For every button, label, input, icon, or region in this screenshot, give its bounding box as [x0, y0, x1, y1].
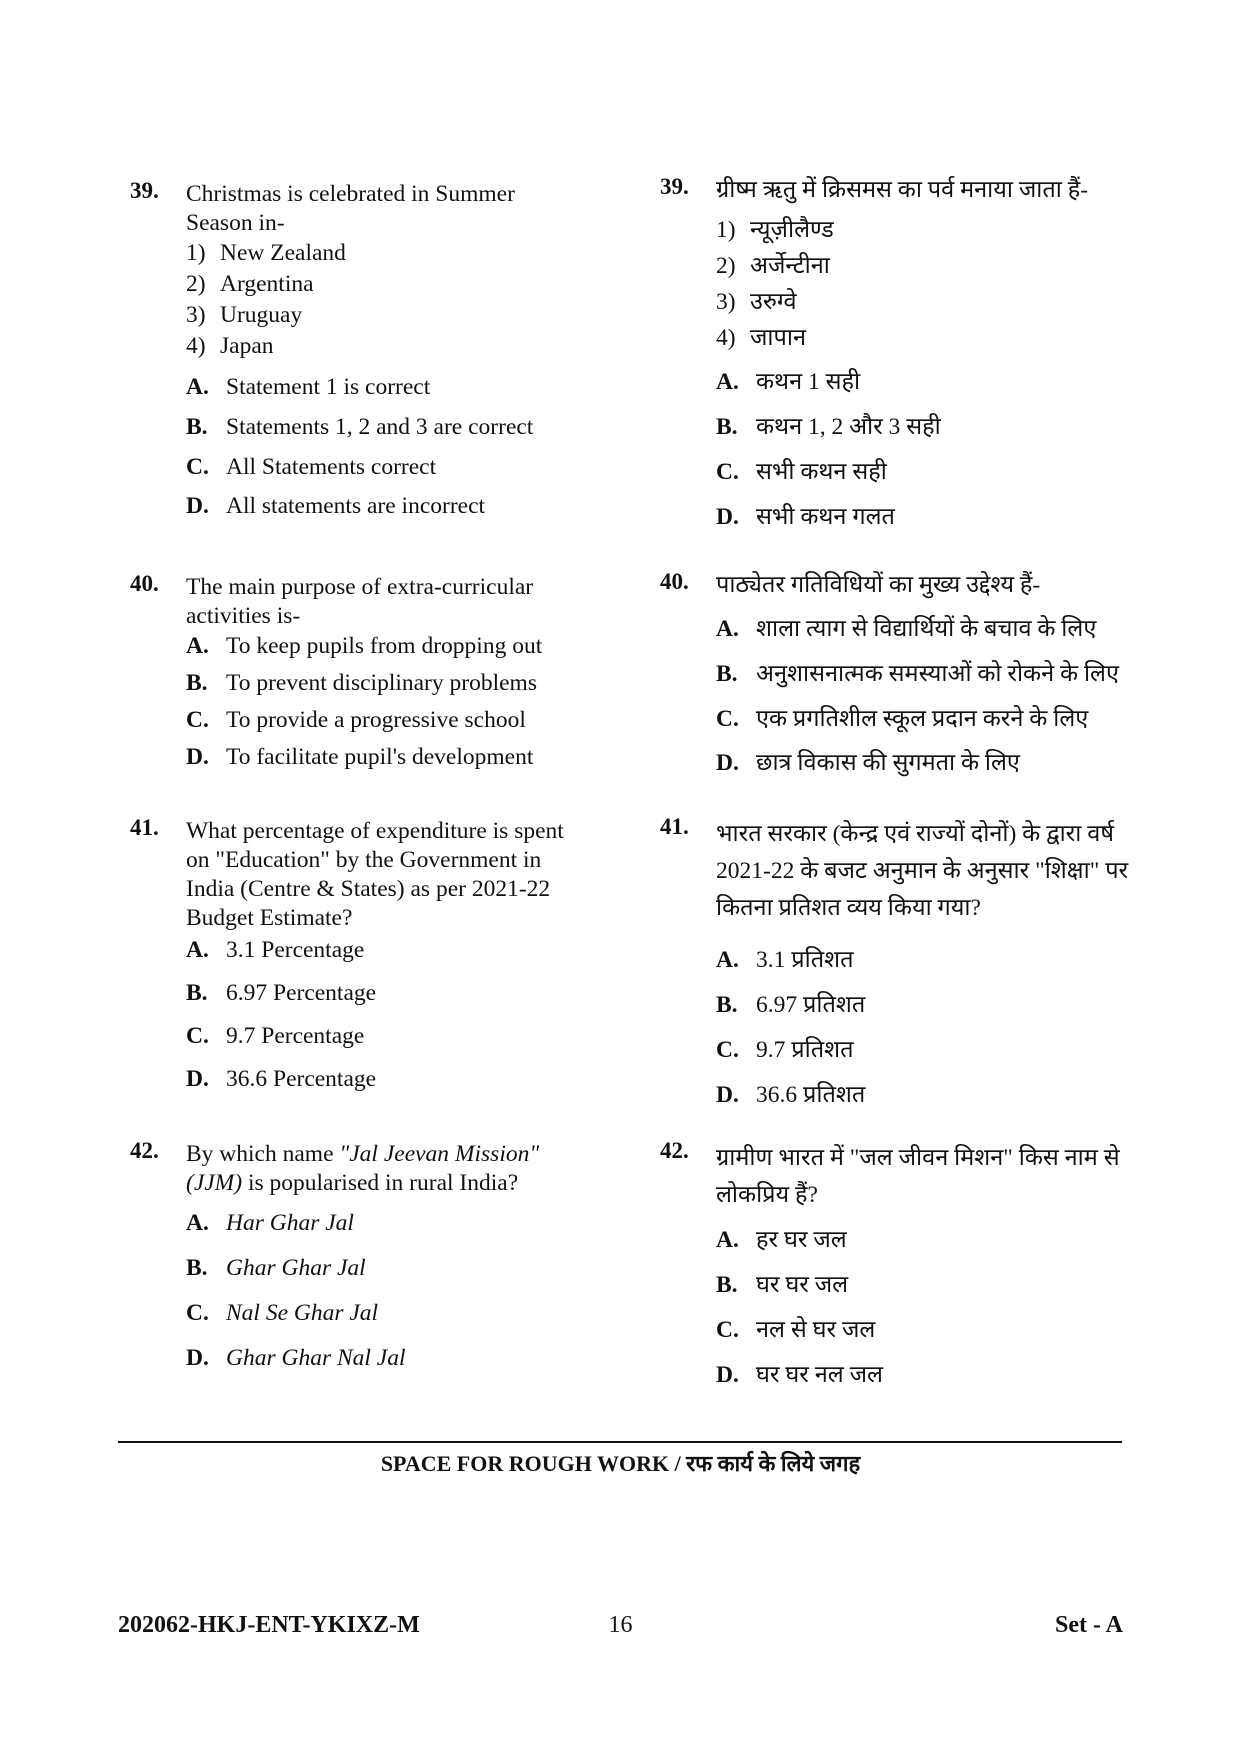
- option-text: 36.6 प्रतिशत: [756, 1082, 866, 1108]
- question-text: [716, 571, 1136, 600]
- option-text: 3.1 Percentage: [226, 937, 365, 963]
- option-text: Ghar Ghar Jal: [226, 1255, 366, 1281]
- option-letter: C.: [186, 707, 209, 733]
- option-text: Statements 1, 2 and 3 are correct: [226, 414, 534, 440]
- option-c: [186, 1023, 364, 1050]
- option-c: [716, 1312, 875, 1344]
- question-text-italic: "Jal Jeevan Mission": [339, 1141, 540, 1167]
- option-b: [186, 670, 537, 697]
- option-text: 6.97 Percentage: [226, 980, 377, 1006]
- statement-item: [186, 271, 314, 298]
- option-b: [186, 414, 533, 441]
- statement-number: 2): [186, 271, 206, 297]
- option-a: [716, 942, 853, 974]
- question-number: 42.: [130, 1138, 159, 1163]
- option-letter: D.: [186, 1066, 209, 1092]
- option-letter: C.: [716, 459, 739, 485]
- question-text: [716, 1140, 1136, 1214]
- option-c: [716, 454, 887, 486]
- option-d: [716, 499, 895, 531]
- option-letter: B.: [716, 1272, 738, 1298]
- question-text-line: Christmas is celebrated in Summer: [186, 181, 515, 207]
- question-text: [716, 176, 1136, 205]
- option-c: [716, 1032, 853, 1064]
- option-text: घर घर नल जल: [756, 1362, 883, 1388]
- option-text: एक प्रगतिशील स्कूल प्रदान करने के लिए: [756, 706, 1089, 732]
- option-letter: D.: [186, 744, 209, 770]
- option-letter: B.: [186, 980, 208, 1006]
- option-text: All statements are incorrect: [226, 493, 486, 519]
- option-text: घर घर जल: [756, 1272, 849, 1298]
- option-letter: B.: [186, 1255, 208, 1281]
- question-number: 40.: [660, 569, 689, 594]
- option-c: [186, 707, 526, 734]
- question-text-line: लोकप्रिय हैं?: [716, 1182, 818, 1208]
- option-letter: D.: [186, 493, 209, 519]
- option-letter: D.: [186, 1345, 209, 1371]
- option-letter: A.: [186, 937, 209, 963]
- statement-number: 2): [716, 253, 736, 279]
- paper-code: 202062-HKJ-ENT-YKIXZ-M: [118, 1612, 420, 1638]
- option-letter: D.: [716, 750, 739, 776]
- question-text-line: on "Education" by the Government in: [186, 847, 542, 873]
- question-text-line: What percentage of expenditure is spent: [186, 818, 564, 844]
- question-text: [716, 816, 1136, 927]
- option-d: [716, 745, 1020, 777]
- option-letter: B.: [186, 414, 208, 440]
- option-a: [716, 611, 1096, 643]
- question-number: 39.: [130, 178, 159, 203]
- statement-text: Argentina: [220, 271, 314, 297]
- question-text-line: [186, 1169, 606, 1198]
- question-text-italic: (JJM): [186, 1170, 243, 1196]
- option-letter: D.: [716, 1362, 739, 1388]
- option-c: [186, 1300, 378, 1327]
- divider-line: [118, 1441, 1122, 1443]
- statement-item: [716, 248, 830, 280]
- option-a: [186, 1210, 354, 1237]
- option-text: 36.6 Percentage: [226, 1066, 377, 1092]
- question-number: 40.: [130, 571, 159, 596]
- statement-number: 1): [716, 217, 736, 243]
- question-text-line: 2021-22 के बजट अनुमान के अनुसार "शिक्षा" पर: [716, 858, 1129, 884]
- option-c: [186, 454, 436, 481]
- question-number: 39.: [660, 174, 689, 199]
- question-text: [186, 180, 606, 238]
- option-letter: A.: [186, 374, 209, 400]
- statement-number: 4): [186, 333, 206, 359]
- option-letter: A.: [186, 1210, 209, 1236]
- option-b: [186, 1255, 366, 1282]
- question-text-line: कितना प्रतिशत व्यय किया गया?: [716, 895, 981, 921]
- question-text-line: पाठ्येतर गतिविधियों का मुख्य उद्देश्य हैं-: [716, 572, 1041, 598]
- option-b: [716, 987, 865, 1019]
- option-text: कथन 1, 2 और 3 सही: [756, 414, 941, 440]
- option-b: [716, 409, 941, 441]
- statement-item: [186, 302, 302, 329]
- option-text: Har Ghar Jal: [226, 1210, 354, 1236]
- option-text: 9.7 प्रतिशत: [756, 1037, 854, 1063]
- statement-number: 1): [186, 240, 206, 266]
- statement-item: [716, 284, 797, 316]
- option-text: सभी कथन गलत: [756, 504, 895, 530]
- question-number: 42.: [660, 1138, 689, 1163]
- statement-text: न्यूज़ीलैण्ड: [750, 217, 834, 243]
- option-a: [716, 364, 860, 396]
- option-letter: A.: [186, 633, 209, 659]
- option-letter: D.: [716, 1082, 739, 1108]
- statement-number: 3): [716, 289, 736, 315]
- option-letter: C.: [186, 1023, 209, 1049]
- question-text: [186, 1140, 606, 1198]
- option-letter: B.: [716, 661, 738, 687]
- statement-text: Uruguay: [220, 302, 303, 328]
- rough-work-heading: SPACE FOR ROUGH WORK / रफ कार्य के लिये जगह: [380, 1451, 861, 1476]
- question-text-part: By which name: [186, 1141, 340, 1167]
- option-text: To prevent disciplinary problems: [226, 670, 537, 696]
- option-letter: A.: [716, 616, 739, 642]
- question-number: 41.: [660, 814, 689, 839]
- question-text-line: ग्रीष्म ऋतु में क्रिसमस का पर्व मनाया जाता हैं-: [716, 177, 1089, 203]
- question-text: [186, 573, 606, 631]
- statement-number: 4): [716, 325, 736, 351]
- statement-item: [186, 333, 274, 360]
- option-c: [716, 701, 1088, 733]
- option-b: [716, 656, 1119, 688]
- option-d: [186, 744, 533, 771]
- option-letter: A.: [716, 947, 739, 973]
- page-number: 16: [608, 1612, 633, 1638]
- statement-item: [186, 240, 346, 267]
- question-text-part: is popularised in rural India?: [242, 1170, 519, 1196]
- option-a: [186, 937, 364, 964]
- option-text: To facilitate pupil's development: [226, 744, 534, 770]
- option-text: Statement 1 is correct: [226, 374, 431, 400]
- option-text: All Statements correct: [226, 454, 437, 480]
- statement-text: जापान: [750, 325, 807, 351]
- set-label: Set - A: [1055, 1612, 1123, 1638]
- option-text: 9.7 Percentage: [226, 1023, 365, 1049]
- option-b: [716, 1267, 848, 1299]
- option-letter: C.: [186, 1300, 209, 1326]
- option-letter: B.: [186, 670, 208, 696]
- option-d: [716, 1357, 883, 1389]
- option-letter: D.: [716, 504, 739, 530]
- option-d: [186, 493, 485, 520]
- option-d: [186, 1345, 406, 1372]
- option-a: [186, 374, 430, 401]
- question-text-line: The main purpose of extra-curricular: [186, 574, 534, 600]
- statement-item: [716, 320, 806, 352]
- option-a: [186, 633, 542, 660]
- option-letter: C.: [716, 706, 739, 732]
- option-text: हर घर जल: [756, 1227, 847, 1253]
- option-text: To provide a progressive school: [226, 707, 526, 733]
- option-a: [716, 1222, 847, 1254]
- option-letter: A.: [716, 369, 739, 395]
- statement-text: अर्जेन्टीना: [750, 253, 830, 279]
- option-text: शाला त्याग से विद्यार्थियों के बचाव के लिए: [756, 616, 1097, 642]
- option-text: To keep pupils from dropping out: [226, 633, 543, 659]
- option-text: 3.1 प्रतिशत: [756, 947, 854, 973]
- statement-text: New Zealand: [220, 240, 346, 266]
- question-text-line: ग्रामीण भारत में "जल जीवन मिशन" किस नाम से: [716, 1145, 1120, 1171]
- statement-text: उरुग्वे: [750, 289, 797, 315]
- option-d: [716, 1077, 865, 1109]
- option-letter: B.: [716, 414, 738, 440]
- question-text-line: India (Centre & States) as per 2021-22: [186, 876, 551, 902]
- option-letter: B.: [716, 992, 738, 1018]
- option-letter: A.: [716, 1227, 739, 1253]
- option-text: नल से घर जल: [756, 1317, 876, 1343]
- statement-item: [716, 212, 834, 244]
- option-b: [186, 980, 376, 1007]
- statement-number: 3): [186, 302, 206, 328]
- question-number: 41.: [130, 815, 159, 840]
- statement-text: Japan: [220, 333, 274, 359]
- option-text: 6.97 प्रतिशत: [756, 992, 866, 1018]
- option-text: Nal Se Ghar Jal: [226, 1300, 379, 1326]
- question-text: [186, 817, 606, 933]
- option-text: सभी कथन सही: [756, 459, 887, 485]
- option-text: Ghar Ghar Nal Jal: [226, 1345, 406, 1371]
- question-text-line: Season in-: [186, 210, 285, 236]
- option-text: छात्र विकास की सुगमता के लिए: [756, 750, 1020, 776]
- option-letter: C.: [716, 1037, 739, 1063]
- question-text-line: भारत सरकार (केन्द्र एवं राज्यों दोनों) के द्वारा वर्ष: [716, 821, 1114, 847]
- question-text-line: [186, 1140, 606, 1169]
- option-text: कथन 1 सही: [756, 369, 861, 395]
- option-text: अनुशासनात्मक समस्याओं को रोकने के लिए: [756, 661, 1119, 687]
- option-letter: C.: [186, 454, 209, 480]
- question-text-line: activities is-: [186, 603, 301, 629]
- option-letter: C.: [716, 1317, 739, 1343]
- question-text-line: Budget Estimate?: [186, 905, 353, 931]
- option-d: [186, 1066, 376, 1093]
